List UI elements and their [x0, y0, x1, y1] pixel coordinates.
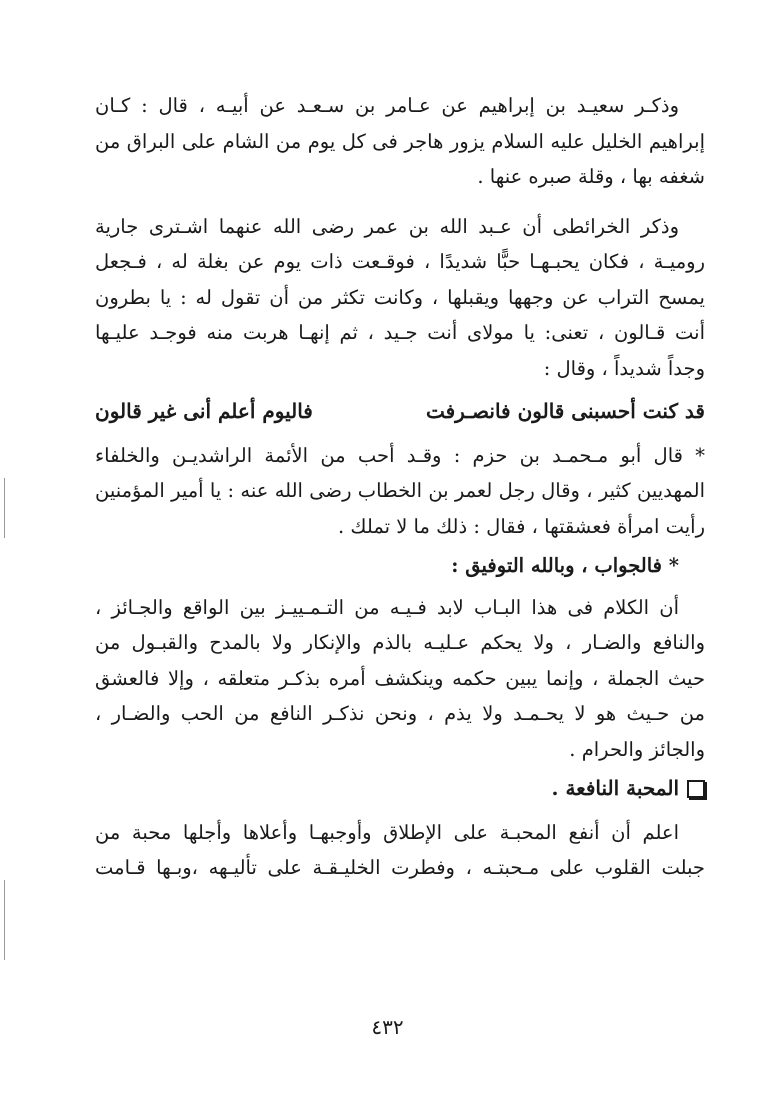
box-icon	[687, 780, 705, 798]
text-line: والجائز والحرام .	[569, 737, 705, 761]
answer-heading: * فالجواب ، وبالله التوفيق :	[451, 554, 679, 577]
page-number: ٤٣٢	[371, 1015, 404, 1039]
text-line: روميـة ، فكان يحبـهـا حبًّا شديدًا ، فوقـعت ذات يوم عن بغلة له ، فـجعل	[95, 250, 705, 273]
page-edge-mark	[4, 880, 5, 960]
paragraph-1	[95, 88, 705, 195]
page-body	[95, 88, 705, 886]
text-line: المهديين كثير ، وقال رجل لعمر بن الخطاب رضى الله عنه : يا أمير المؤمنين	[95, 479, 705, 502]
verse-left-hemistich: فاليوم أعلم أنى غير قالون	[95, 399, 313, 423]
paragraph-3	[95, 438, 705, 545]
section-heading-text: المحبة النافعة .	[551, 776, 679, 800]
poetry-verse	[95, 394, 705, 430]
text-line: أنت قـالون ، تعنى: يا مولاى أنت جـيد ، ثم إنهـا هربت منه فوجـد عليـها	[95, 321, 705, 344]
text-line: وذكر الخرائطى أن عـبد الله بن عمر رضى الله عنهما اشـترى جارية	[95, 214, 679, 238]
text-line: شغفه بها ، وقلة صبره عنها .	[477, 165, 705, 188]
text-line: * قال أبو مـحمـد بن حزم : وقـد أحب من الأئمة الراشديـن والخلفاء	[95, 443, 705, 467]
text-line: والنافع والضـار ، ولا يحكم عـليـه بالذم والإنكار ولا بالمدح والقبـول من	[95, 631, 705, 654]
page-edge-mark	[4, 478, 5, 538]
text-line: من حـيث هو لا يحـمـد ولا يذم ، ونحن نذكـر النافع من الحب والضـار ،	[95, 702, 705, 725]
paragraph-5	[95, 590, 705, 768]
text-line: إبراهيم الخليل عليه السلام يزور هاجر فى كل يوم من الشام على البراق من	[95, 129, 705, 153]
text-line: يمسح التراب عن وجهها ويقبلها ، وكانت تكثر من أن تقول له : يا بطرون	[95, 285, 705, 309]
text-line: أن الكلام فى هذا البـاب لابد فـيـه من التـمـييـز بين الواقع والجـائز ،	[95, 595, 679, 619]
text-line: رأيت امرأة فعشقتها ، فقال : ذلك ما لا تملك .	[338, 514, 705, 538]
paragraph-2	[95, 209, 705, 387]
text-line: وجداً شديداً ، وقال :	[543, 356, 705, 380]
verse-right-hemistich: قد كنت أحسبنى قالون فانصـرفت	[425, 399, 705, 423]
text-line: جبلت القلوب على مـحبتـه ، وفطرت الخليـقـة على تأليـهه ،وبـها قـامت	[95, 856, 705, 879]
text-line: اعلم أن أنفع المحبـة على الإطلاق وأوجبهـا وأعلاها وأجلها محبة من	[95, 820, 679, 844]
text-line: حيث الجملة ، وإنما يبين حكمه وينكشف أمره بذكـر متعلقه ، وإلا فالعشق	[95, 666, 705, 690]
text-line: وذكـر سعيـد بن إبراهيم عن عـامر بن سـعـد عن أبيـه ، قال : كـان	[95, 94, 679, 117]
section-heading	[95, 771, 705, 807]
paragraph-6	[95, 815, 705, 886]
